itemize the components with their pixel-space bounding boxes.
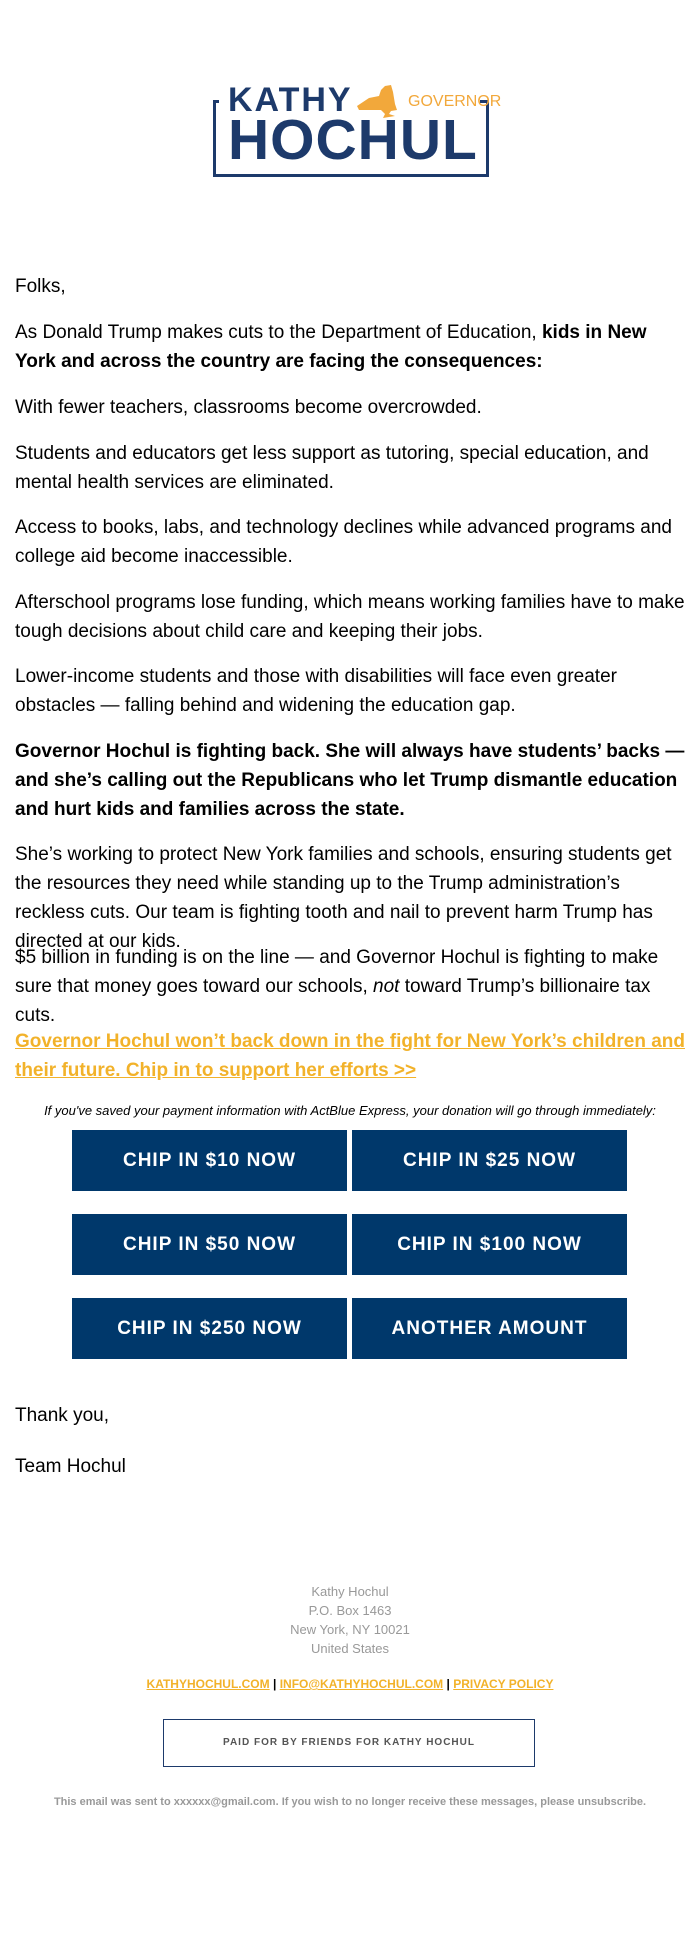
- paragraph-3-text: Students and educators get less support as tutoring, special education, and mental health services are eliminated.: [15, 443, 649, 493]
- footer-org: Kathy Hochul: [311, 1584, 389, 1599]
- footer-sent-note: This email was sent to xxxxxx@gmail.com. If you wish to no longer receive these messages, please unsubscribe.: [53, 1796, 647, 1808]
- paragraph-8-text: She’s working to protect New York families and schools, ensuring students get the resources they need while standing up to the Trump administration’s reckless cuts. Our team is fighting tooth and nail to prevent harm Trump has directed at our kids.: [15, 844, 672, 952]
- paragraph-1-text: As Donald Trump makes cuts to the Department of Education,: [15, 322, 542, 343]
- footer-link-site[interactable]: KATHYHOCHUL.COM: [146, 1677, 270, 1691]
- logo-last-name: HOCHUL: [228, 108, 478, 172]
- footer-links: [0, 1676, 700, 1692]
- actblue-express-note: If you've saved your payment information with ActBlue Express, your donation will go through immediately:: [44, 1103, 656, 1118]
- logo-frame-corner-left: [213, 100, 219, 103]
- chip-in-25-button[interactable]: CHIP IN $25 NOW: [352, 1130, 627, 1191]
- chip-in-50-button[interactable]: CHIP IN $50 NOW: [72, 1214, 347, 1275]
- logo-first-name: KATHY: [228, 81, 353, 119]
- logo-title: GOVERNOR: [408, 93, 502, 110]
- paragraph-6-text: Lower-income students and those with disabilities will face even greater obstacles — falling behind and widening the education gap.: [15, 666, 617, 716]
- footer-link-email[interactable]: INFO@KATHYHOCHUL.COM: [279, 1677, 444, 1691]
- greeting: [15, 272, 685, 301]
- paragraph-1-bold: kids in New York and across the country are facing the consequences:: [15, 322, 647, 372]
- footer-link-privacy[interactable]: PRIVACY POLICY: [453, 1677, 554, 1691]
- signoff-team: Team Hochul: [15, 1456, 126, 1477]
- signoff-thanks: Thank you,: [15, 1405, 109, 1426]
- paragraph-4: [15, 513, 685, 571]
- footer-city: New York, NY 10021: [290, 1622, 410, 1637]
- paragraph-1: [15, 318, 685, 376]
- paragraph-9-text-a: $5 billion in funding is on the line — and Governor Hochul is fighting to make sure that money goes toward our schools,: [15, 947, 659, 997]
- footer-link-separator: |: [446, 1677, 450, 1691]
- paragraph-5: [15, 588, 685, 646]
- header-logo: [0, 0, 700, 230]
- chip-in-10-button[interactable]: CHIP IN $10 NOW: [72, 1130, 347, 1191]
- paragraph-6: [15, 662, 685, 720]
- paragraph-3: [15, 439, 685, 497]
- paragraph-7-text: Governor Hochul is fighting back. She will always have students’ backs — and she’s calling out the Republicans who let Trump dismantle education and hurt kids and families across the state.: [15, 741, 685, 820]
- chip-in-100-button[interactable]: CHIP IN $100 NOW: [352, 1214, 627, 1275]
- another-amount-button[interactable]: ANOTHER AMOUNT: [352, 1298, 627, 1359]
- paragraph-2-text: With fewer teachers, classrooms become overcrowded.: [15, 397, 482, 418]
- paragraph-2: [15, 393, 685, 422]
- paragraph-7: [15, 737, 685, 824]
- paid-for-disclaimer: PAID FOR BY FRIENDS FOR KATHY HOCHUL: [163, 1719, 535, 1767]
- footer-po-box: P.O. Box 1463: [308, 1603, 392, 1618]
- paragraph-9-text-b: toward Trump’s billionaire tax cuts.: [15, 976, 651, 1026]
- footer-link-separator: |: [272, 1677, 277, 1691]
- paragraph-9: [15, 943, 685, 1030]
- paragraph-8: [15, 840, 685, 956]
- chip-in-250-button[interactable]: CHIP IN $250 NOW: [72, 1298, 347, 1359]
- donate-cta-link[interactable]: Governor Hochul won’t back down in the fight for New York’s children and their future. Chip in to support her efforts >>: [15, 1031, 685, 1081]
- paragraph-9-emphasis: not: [373, 976, 400, 997]
- greeting-text: Folks,: [15, 276, 66, 297]
- footer-country: United States: [310, 1641, 390, 1656]
- paragraph-4-text: Access to books, labs, and technology declines while advanced programs and college aid become inaccessible.: [15, 517, 672, 567]
- paragraph-5-text: Afterschool programs lose funding, which means working families have to make tough decisions about child care and keeping their jobs.: [15, 592, 685, 642]
